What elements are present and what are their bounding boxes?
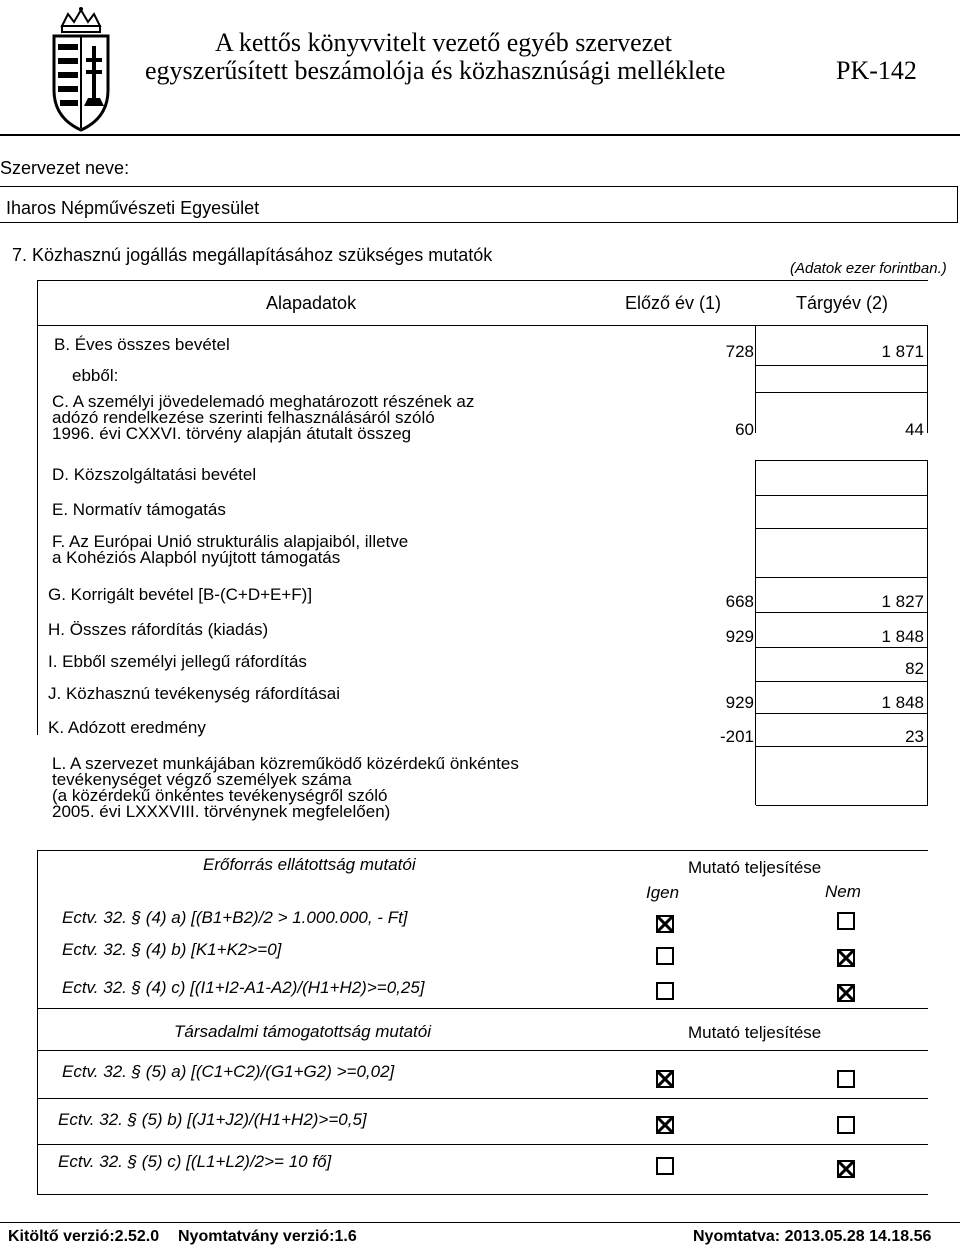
- col-curr-header: Tárgyév (2): [796, 293, 889, 313]
- cell-line: [756, 392, 928, 393]
- social-a-no-checkbox[interactable]: [837, 1070, 855, 1088]
- row-c-curr: 44: [905, 420, 924, 439]
- cell-line: [756, 495, 928, 496]
- table-border: [37, 280, 38, 735]
- row-j-prev: 929: [725, 693, 754, 712]
- no-header: Nem: [825, 882, 861, 901]
- indicator-border: [37, 1194, 928, 1195]
- row-b-prev: 728: [725, 342, 754, 361]
- social-fulfillment-title: Mutató teljesítése: [688, 1023, 822, 1042]
- row-l-label-2: tevékenységet végző személyek száma: [52, 770, 352, 789]
- social-c-yes-checkbox[interactable]: [656, 1157, 674, 1175]
- resource-row-b: Ectv. 32. § (4) b) [K1+K2>=0]: [62, 940, 282, 959]
- row-i-label: I. Ebből személyi jellegű ráfordítás: [48, 652, 307, 671]
- row-g-curr: 1 827: [881, 592, 924, 611]
- cell-line: [756, 713, 928, 714]
- row-k-curr: 23: [905, 727, 924, 746]
- org-name-value: Iharos Népművészeti Egyesület: [6, 198, 260, 218]
- row-h-curr: 1 848: [881, 627, 924, 646]
- indicator-border: [37, 850, 928, 851]
- row-l-label-3: (a közérdekű önkéntes tevékenységről szóló: [52, 786, 388, 805]
- resource-c-yes-checkbox[interactable]: [656, 982, 674, 1000]
- filler-version: Kitöltő verzió:2.52.0: [8, 1228, 160, 1245]
- row-h-prev: 929: [725, 627, 754, 646]
- row-l-label-4: 2005. évi LXXXVIII. törvénynek megfelelően): [52, 802, 391, 821]
- row-of-which-label: ebből:: [72, 366, 119, 385]
- fulfillment-title: Mutató teljesítése: [688, 858, 822, 877]
- cell-line: [756, 647, 928, 648]
- row-e-label: E. Normatív támogatás: [52, 500, 226, 519]
- row-j-label: J. Közhasznú tevékenység ráfordításai: [48, 684, 340, 703]
- resource-title: Erőforrás ellátottság mutatói: [203, 855, 416, 874]
- resource-row-a: Ectv. 32. § (4) a) [(B1+B2)/2 > 1.000.000, - Ft]: [62, 908, 408, 927]
- col-prev-header: Előző év (1): [625, 293, 722, 313]
- printed-date: Nyomtatva: 2013.05.28 14.18.56: [693, 1228, 932, 1245]
- footer-divider: [0, 1222, 960, 1223]
- social-b-no-checkbox[interactable]: [837, 1116, 855, 1134]
- row-c-label-3: 1996. évi CXXVI. törvény alapján átutalt összeg: [52, 424, 412, 443]
- cell-line: [927, 460, 928, 735]
- coat-of-arms-icon: [50, 6, 112, 134]
- row-b-label: B. Éves összes bevétel: [54, 335, 230, 354]
- section-title: 7. Közhasznú jogállás megállapításához szükséges mutatók: [12, 245, 493, 265]
- resource-c-no-checkbox[interactable]: [837, 984, 855, 1002]
- row-k-label: K. Adózott eredmény: [48, 718, 206, 737]
- indicator-border: [37, 1144, 928, 1145]
- social-row-b: Ectv. 32. § (5) b) [(J1+J2)/(H1+H2)>=0,5]: [58, 1110, 367, 1129]
- row-b-curr: 1 871: [881, 342, 924, 361]
- social-row-c: Ectv. 32. § (5) c) [(L1+L2)/2>= 10 fő]: [58, 1152, 332, 1171]
- cell-line: [756, 365, 928, 366]
- row-f-label-2: a Kohéziós Alapból nyújtott támogatás: [52, 548, 341, 567]
- indicator-border: [37, 1008, 928, 1009]
- social-row-a: Ectv. 32. § (5) a) [(C1+C2)/(G1+G2) >=0,02]: [62, 1062, 395, 1081]
- table-border: [37, 280, 928, 281]
- header-divider: [0, 134, 960, 136]
- row-f-label-1: F. Az Európai Unió strukturális alapjaiból, illetve: [52, 532, 409, 551]
- row-j-curr: 1 848: [881, 693, 924, 712]
- row-c-label-1: C. A személyi jövedelemadó meghatározott részének az: [52, 392, 475, 411]
- cell-line: [927, 325, 928, 433]
- row-l-label-1: L. A szervezet munkájában közreműködő közérdekű önkéntes: [52, 754, 519, 773]
- social-a-yes-checkbox[interactable]: [656, 1070, 674, 1088]
- resource-a-yes-checkbox[interactable]: [656, 915, 674, 933]
- resource-b-no-checkbox[interactable]: [837, 949, 855, 967]
- table-border: [37, 325, 928, 326]
- unit-note: (Adatok ezer forintban.): [790, 260, 947, 277]
- form-title-line1: A kettős könyvvitelt vezető egyéb szervezet: [215, 28, 673, 57]
- row-c-prev: 60: [735, 420, 754, 439]
- row-k-prev: -201: [719, 727, 754, 746]
- indicator-border: [37, 1098, 928, 1099]
- col-base-header: Alapadatok: [266, 293, 357, 313]
- resource-a-no-checkbox[interactable]: [837, 912, 855, 930]
- cell-line: [927, 735, 928, 805]
- row-h-label: H. Összes ráfordítás (kiadás): [48, 620, 269, 639]
- row-g-prev: 668: [725, 592, 754, 611]
- cell-line: [756, 612, 928, 613]
- cell-line: [755, 735, 756, 805]
- social-b-yes-checkbox[interactable]: [656, 1116, 674, 1134]
- row-g-label: G. Korrigált bevétel [B-(C+D+E+F)]: [48, 585, 313, 604]
- cell-line: [755, 460, 756, 735]
- cell-line: [756, 681, 928, 682]
- indicator-border: [37, 1050, 928, 1051]
- divider: [957, 186, 958, 222]
- org-name-label: Szervezet neve:: [0, 158, 130, 178]
- row-c-label-2: adózó rendelkezése szerinti felhasználásáról szóló: [52, 408, 435, 427]
- cell-line: [756, 746, 928, 747]
- cell-line: [756, 805, 928, 806]
- cell-line: [756, 528, 928, 529]
- resource-row-c: Ectv. 32. § (4) c) [(I1+I2-A1-A2)/(H1+H2)>=0,25]: [62, 978, 425, 997]
- row-i-curr: 82: [905, 659, 924, 678]
- form-title-line2: egyszerűsített beszámolója és közhasznúsági melléklete: [145, 56, 726, 85]
- resource-b-yes-checkbox[interactable]: [656, 947, 674, 965]
- yes-header: Igen: [646, 883, 680, 902]
- cell-line: [756, 460, 928, 461]
- cell-line: [755, 325, 756, 433]
- divider: [0, 222, 958, 223]
- social-c-no-checkbox[interactable]: [837, 1160, 855, 1178]
- cell-line: [756, 577, 928, 578]
- form-version: Nyomtatvány verzió:1.6: [178, 1228, 357, 1245]
- divider: [0, 186, 958, 187]
- social-title: Társadalmi támogatottság mutatói: [174, 1022, 432, 1041]
- form-code: PK-142: [836, 56, 917, 85]
- row-d-label: D. Közszolgáltatási bevétel: [52, 465, 257, 484]
